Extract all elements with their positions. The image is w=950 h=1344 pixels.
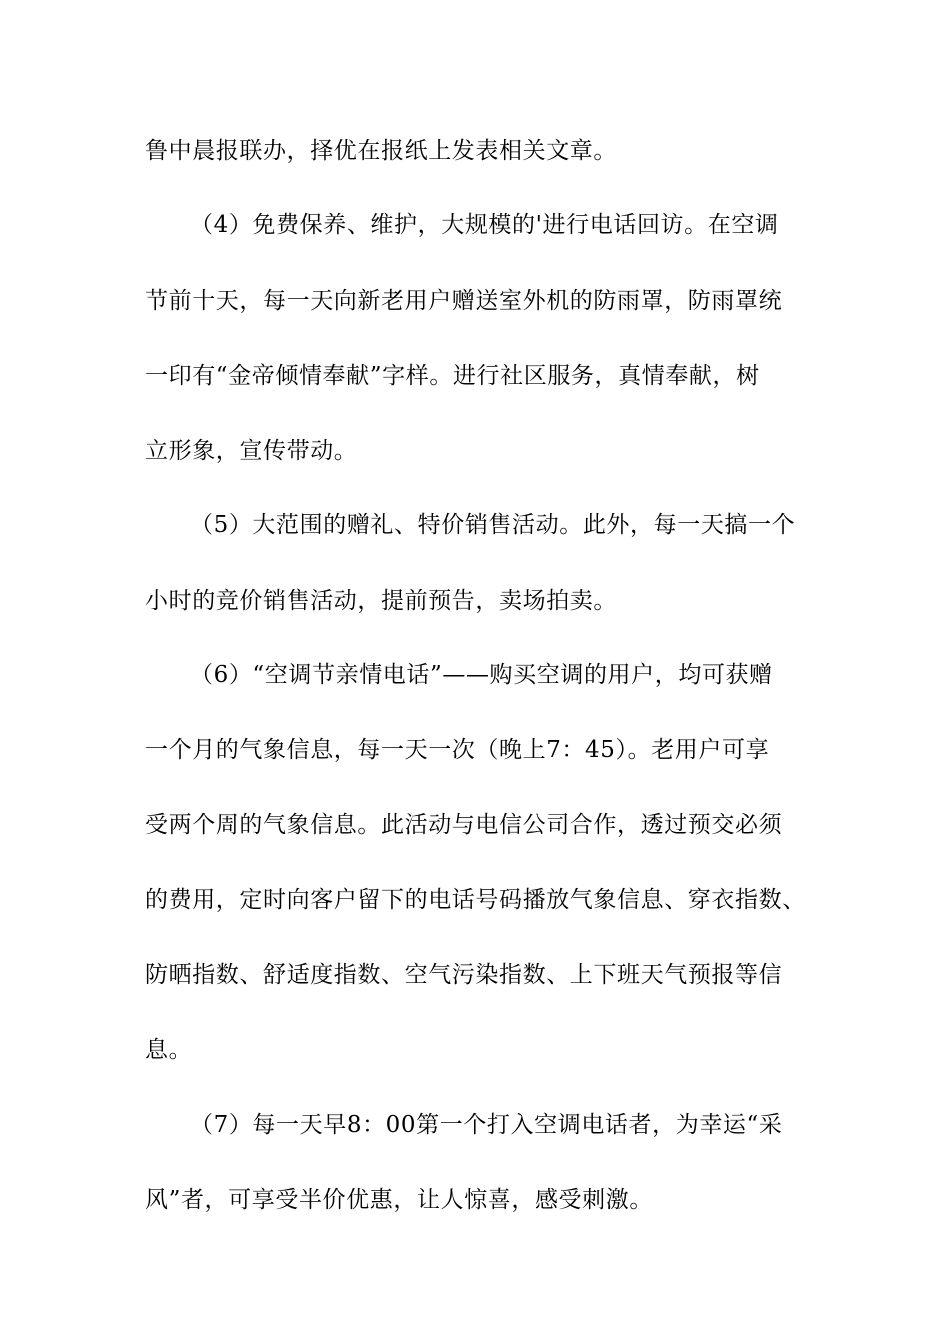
text-line: （7）每一天早8：00第一个打入空调电话者，为幸运“采 <box>190 1112 783 1138</box>
text-line: （4）免费保养、维护，大规模的'进行电话回访。在空调 <box>190 212 779 238</box>
text-line: 小时的竞价销售活动，提前预告，卖场拍卖。 <box>145 588 617 614</box>
text-line: 受两个周的气象信息。此活动与电信公司合作，透过预交必须 <box>145 812 783 838</box>
text-line: 立形象，宣传带动。 <box>145 438 358 464</box>
text-line: （5）大范围的赠礼、特价销售活动。此外，每一天搞一个 <box>190 512 796 538</box>
text-line: （6）“空调节亲情电话”——购买空调的用户，均可获赠 <box>190 662 773 688</box>
text-line: 一个月的气象信息，每一天一次（晚上7：45）。老用户可享 <box>145 737 770 763</box>
text-line: 风”者，可享受半价优惠，让人惊喜，感受刺激。 <box>145 1187 653 1213</box>
text-line: 息。 <box>145 1037 193 1063</box>
text-line: 鲁中晨报联办，择优在报纸上发表相关文章。 <box>145 138 617 164</box>
text-line: 节前十天，每一天向新老用户赠送室外机的防雨罩，防雨罩统 <box>145 288 783 314</box>
text-line: 一印有“金帝倾情奉献”字样。进行社区服务，真情奉献，树 <box>145 363 760 389</box>
text-line: 防晒指数、舒适度指数、空气污染指数、上下班天气预报等信 <box>145 962 783 988</box>
text-line: 的费用，定时向客户留下的电话号码播放气象信息、穿衣指数、 <box>145 887 806 913</box>
